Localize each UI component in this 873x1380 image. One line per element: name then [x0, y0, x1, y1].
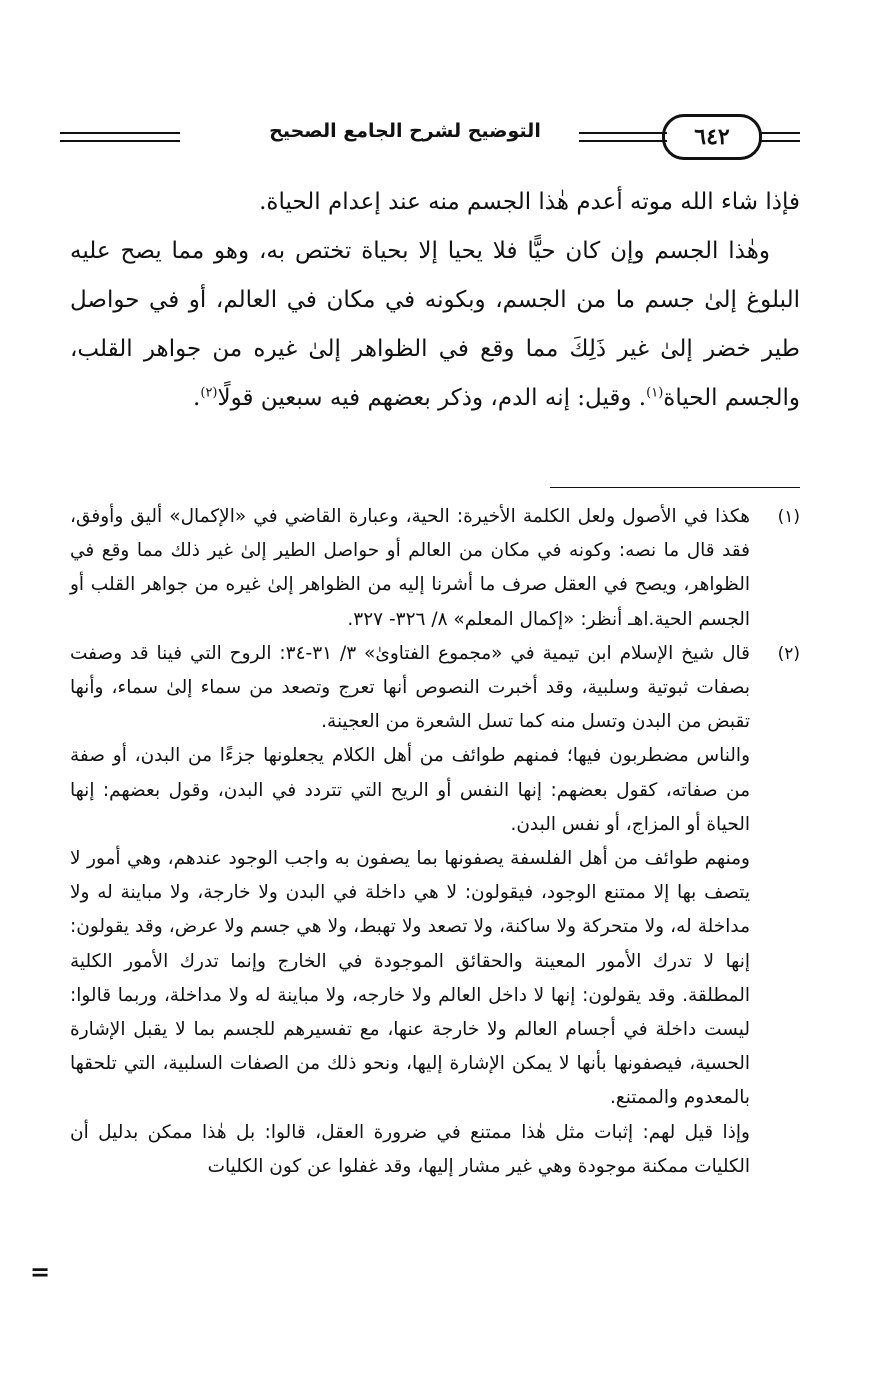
header-rule-left — [60, 132, 180, 142]
header-rule-right — [760, 132, 800, 142]
footnote-number: (١) — [777, 507, 800, 527]
footnote-paragraph: والناس مضطربون فيها؛ فمنهم طوائف من أهل الكلام يجعلونها جزءًا من البدن، أو صفة من صفاته، كقول بعضهم: إنها النفس أو الريح التي تتردد في البدن، وقول بعضهم: إنها الحياة أو المزاج، أو نفس البدن. — [70, 745, 750, 835]
footnote-paragraph: قال شيخ الإسلام ابن تيمية في «مجموع الفتاوىٰ» ٣/ ٣١-٣٤: الروح التي فينا قد وصفت بصفات ثبوتية وسلبية، وقد أخبرت النصوص أنها تعرج وتصعد من سماء إلىٰ سماء، وأنها تقبض من البدن وتسل منه كما تسل الشعرة من العجينة. — [70, 642, 750, 733]
footnote-paragraph: ومنهم طوائف من أهل الفلسفة يصفونها بما يصفون به واجب الوجود عندهم، وهي أمور لا يتصف بها إلا ممتنع الوجود، فيقولون: لا هي داخلة في البدن ولا خارجة، ولا مباينة له ولا مداخلة له، ولا متحركة ولا ساكنة، ولا تصعد ولا تهبط، ولا هي جسم ولا عرض، وقد يقولون: إنها لا تدرك الأمور المعينة والحقائق الموجودة في الخارج وإنما تدرك الأمور الكلية المطلقة. وقد يقولون: إنها لا داخل العالم ولا خارجه، ولا مباينة له ولا مداخلة، وربما قالوا: ليست داخلة في أجسام العالم ولا خارجة عنها، مع تفسيرهم للجسم بما لا يقبل الإشارة الحسية، فيصفونها بأنها لا يمكن الإشارة إليها، ونحو ذلك من الصفات السلبية، التي تلحقها بالمعدوم والممتنع. — [70, 848, 750, 1109]
footnote-paragraph: هكذا في الأصول ولعل الكلمة الأخيرة: الحية، وعبارة القاضي في «الإكمال» أليق وأوفق، فقد قال ما نصه: وكونه في مكان من العالم أو حواصل الطير إلىٰ غير ذلك مما وقع في الظواهر، ويصح في العقل صرف ما أشرنا إليه من الظواهر إلىٰ غيره من جواهر القلب أو الجسم الحية.اهـ أنظر: «إكمال المعلم» ٨/ ٣٢٦- ٣٢٧. — [70, 506, 750, 630]
footnote-2 — [70, 637, 800, 1184]
footnote-ref-2[interactable]: (٢) — [200, 385, 218, 401]
page-number-frame — [662, 114, 762, 160]
footnote-number: (٢) — [777, 643, 800, 664]
footnote-paragraph: وإذا قيل لهم: إثبات مثل هٰذا ممتنع في ضرورة العقل، قالوا: بل هٰذا ممكن بدليل أن الكليات ممكنة موجودة وهي غير مشار إليها، وقد غفلوا عن كون الكليات — [70, 1121, 750, 1177]
main-text — [70, 178, 800, 423]
page-header — [60, 112, 800, 162]
main-paragraph-2-part-b: . وقيل: إنه الدم، وذكر بعضهم فيه سبعين قولًا — [217, 385, 647, 411]
main-paragraph-2 — [70, 227, 800, 423]
footnotes — [70, 500, 800, 1184]
page-number: ٦٤٢ — [694, 124, 730, 150]
main-paragraph-1: فإذا شاء الله موته أعدم هٰذا الجسم منه عند إعدام الحياة. — [259, 189, 800, 215]
main-paragraph-2-part-a: وهٰذا الجسم وإن كان حيًّا فلا يحيا إلا بحياة تختص به، وهو مما يصح عليه البلوغ إلىٰ جسم ما من الجسم، وبكونه في مكان في العالم، أو في حواصل طير خضر إلىٰ غير ذَلِكَ مما وقع في الظواهر إلىٰ غيره من جواهر القلب، والجسم الحياة — [70, 238, 800, 411]
footnote-divider — [550, 487, 800, 488]
continuation-mark: = — [30, 1258, 51, 1286]
footnote-ref-1[interactable]: (١) — [646, 385, 664, 401]
footnote-1 — [70, 500, 800, 637]
header-rule-middle — [579, 132, 667, 142]
running-title: التوضيح لشرح الجامع الصحيح — [269, 120, 541, 142]
main-paragraph-2-part-c: . — [193, 385, 201, 411]
